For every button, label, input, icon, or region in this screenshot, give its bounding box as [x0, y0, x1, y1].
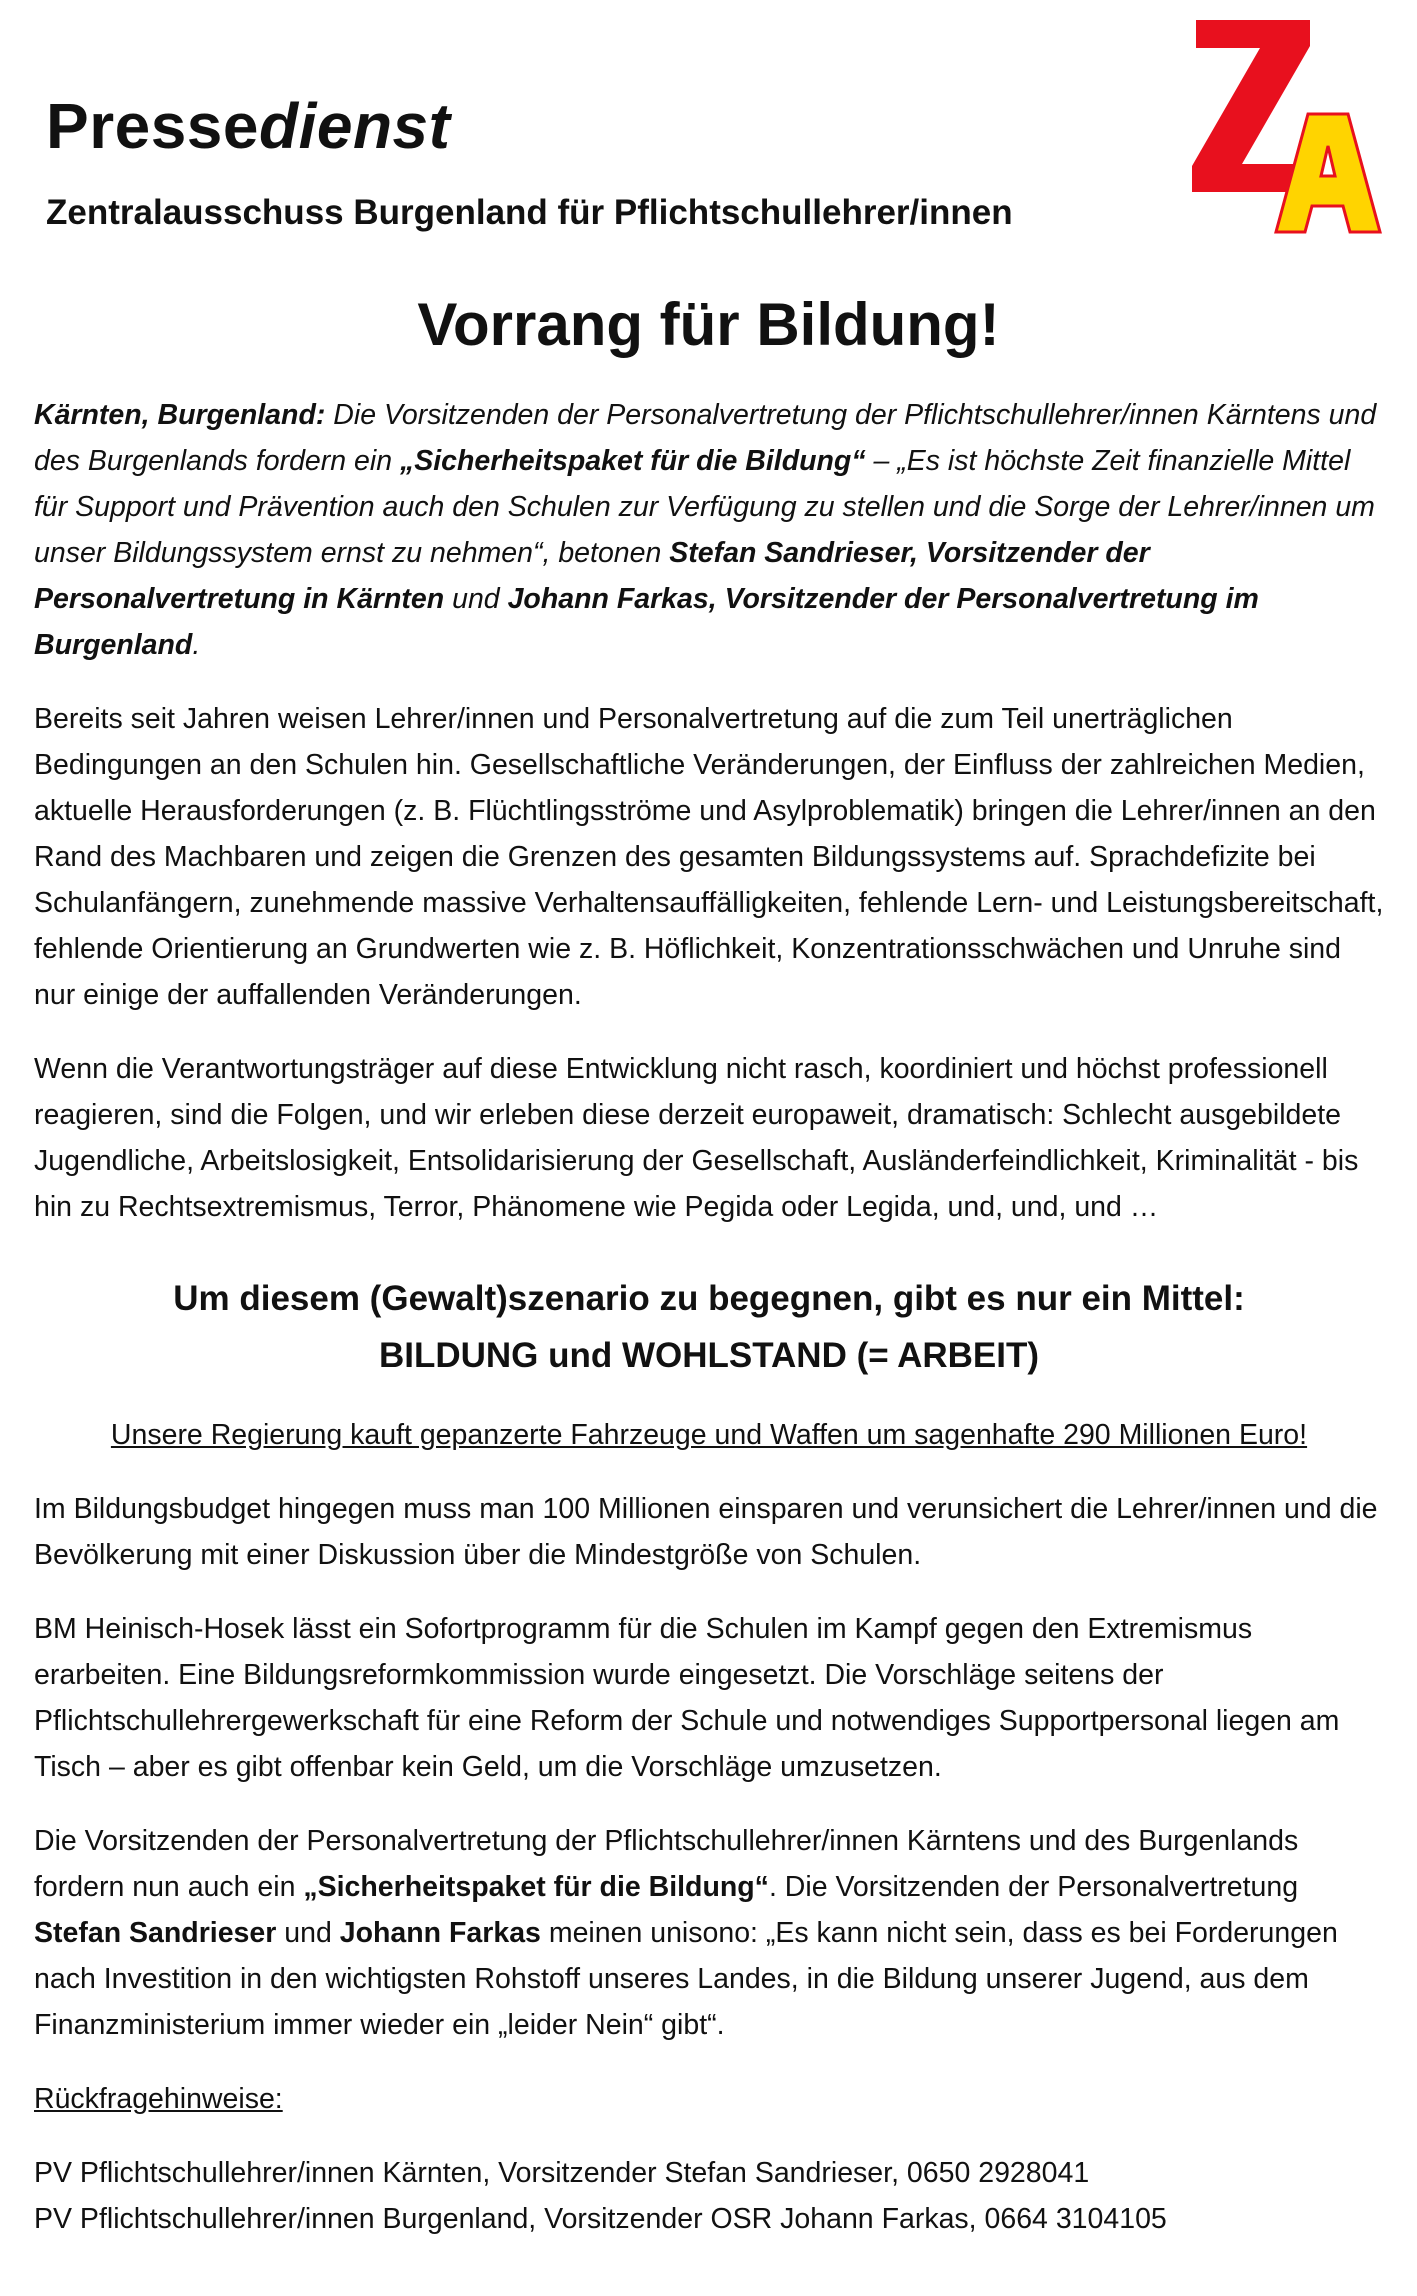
intro-text-1: Die Vorsitzenden der Personalvertretung der Pflichtschullehrer/innen Kärntens und des Burgenlands fordern ein	[34, 399, 1377, 477]
government-spending-note: Unsere Regierung kauft gepanzerte Fahrzeuge und Waffen um sagenhafte 290 Millionen Euro!	[110, 1419, 1308, 1451]
paragraph-demand	[34, 1818, 1384, 2048]
highlight-line-2: BILDUNG und WOHLSTAND (= ARBEIT)	[378, 1336, 1040, 1375]
demand-and: und	[276, 1917, 340, 1949]
demand-person-1: Stefan Sandrieser	[34, 1917, 277, 1949]
demand-package: „Sicherheitspaket für die Bildung“	[303, 1871, 769, 1903]
headline: Vorrang für Bildung!	[417, 291, 1000, 358]
contact-line: PV Pflichtschullehrer/innen Kärnten, Vorsitzender Stefan Sandrieser, 0650 2928041	[34, 2157, 1090, 2189]
za-logo	[1190, 14, 1382, 236]
intro-package: „Sicherheitspaket für die Bildung“	[400, 445, 866, 477]
highlight-line-1: Um diesem (Gewalt)szenario zu begegnen, gibt es nur ein Mittel:	[173, 1279, 1245, 1318]
paragraph-ministry: BM Heinisch-Hosek lässt ein Sofortprogramm für die Schulen im Kampf gegen den Extremismus erarbeiten. Eine Bildungsreformkommission wurde eingesetzt. Die Vorschläge seitens der Pflichtschullehrergewerkschaft für eine Reform der Schule und notwendiges Supportpersonal liegen am Tisch – aber es gibt offenbar kein Geld, um die Vorschläge umzusetzen.	[34, 1613, 1340, 1783]
demand-text-3: meinen unisono: „Es kann nicht sein, dass es bei Forderungen nach Investition in den wichtigsten Rohstoff unseres Landes, in die Bildung unserer Jugend, aus dem Finanzministerium immer wieder ein „leider Nein“ gibt“.	[34, 1917, 1338, 2041]
press-service-title	[46, 86, 450, 166]
intro-and: und	[444, 583, 508, 615]
intro-paragraph	[34, 392, 1384, 668]
paragraph-consequences: Wenn die Verantwortungsträger auf diese Entwicklung nicht rasch, koordiniert und höchst professionell reagieren, sind die Folgen, und wir erleben diese derzeit europaweit, dramatisch: Schlecht ausgebildete Jugendliche, Arbeitslosigkeit, Entsolidarisierung der Gesellschaft, Ausländerfeindlichkeit, Kriminalität - bis hin zu Rechtsextremismus, Terror, Phänomene wie Pegida oder Legida, und, und, und …	[34, 1053, 1359, 1223]
paragraph-conditions: Bereits seit Jahren weisen Lehrer/innen und Personalvertretung auf die zum Teil unerträglichen Bedingungen an den Schulen hin. Gesellschaftliche Veränderungen, der Einfluss der zahlreichen Medien, aktuelle Herausforderungen (z. B. Flüchtlingsströme und Asylproblematik) bringen die Lehrer/innen an den Rand des Machbaren und zeigen die Grenzen des gesamten Bildungssystems auf. Sprachdefizite bei Schulanfängern, zunehmende massive Verhaltensauffälligkeiten, fehlende Lern- und Leistungsbereitschaft, fehlende Orientierung an Grundwerten wie z. B. Höflichkeit, Konzentrationsschwächen und Unruhe sind nur einige der auffallenden Veränderungen.	[34, 703, 1384, 1011]
press-title-italic: dienst	[258, 90, 451, 162]
organization-subtitle: Zentralausschuss Burgenland für Pflichtschullehrer/innen	[46, 193, 1013, 232]
intro-end: .	[192, 629, 201, 661]
highlight-statement	[34, 1270, 1384, 1384]
contact-heading: Rückfragehinweise:	[34, 2083, 283, 2115]
intro-place: Kärnten, Burgenland:	[34, 399, 326, 431]
paragraph-budget: Im Bildungsbudget hingegen muss man 100 Millionen einsparen und verunsichert die Lehrer/innen und die Bevölkerung mit einer Diskussion über die Mindestgröße von Schulen.	[34, 1493, 1378, 1571]
demand-person-2: Johann Farkas	[339, 1917, 541, 1949]
press-title-bold: Presse	[46, 90, 259, 162]
intro-person-2: Johann Farkas, Vorsitzender der Personalvertretung im Burgenland	[34, 583, 1259, 661]
intro-text-2: – „Es ist höchste Zeit finanzielle Mittel für Support und Prävention auch den Schulen zur Verfügung zu stellen und die Sorge der Lehrer/innen um unser Bildungssystem ernst zu nehmen“, betonen	[34, 445, 1375, 569]
article-body	[34, 392, 1384, 2242]
contact-line: PV Pflichtschullehrer/innen Burgenland, Vorsitzender OSR Johann Farkas, 0664 3104105	[34, 2203, 1167, 2235]
intro-person-1: Stefan Sandrieser, Vorsitzender der Personalvertretung in Kärnten	[34, 537, 1150, 615]
demand-text-1: Die Vorsitzenden der Personalvertretung der Pflichtschullehrer/innen Kärntens und des Burgenlands fordern nun auch ein	[34, 1825, 1299, 1903]
demand-text-2: . Die Vorsitzenden der Personalvertretung	[768, 1871, 1299, 1903]
contact-list	[34, 2150, 1384, 2242]
